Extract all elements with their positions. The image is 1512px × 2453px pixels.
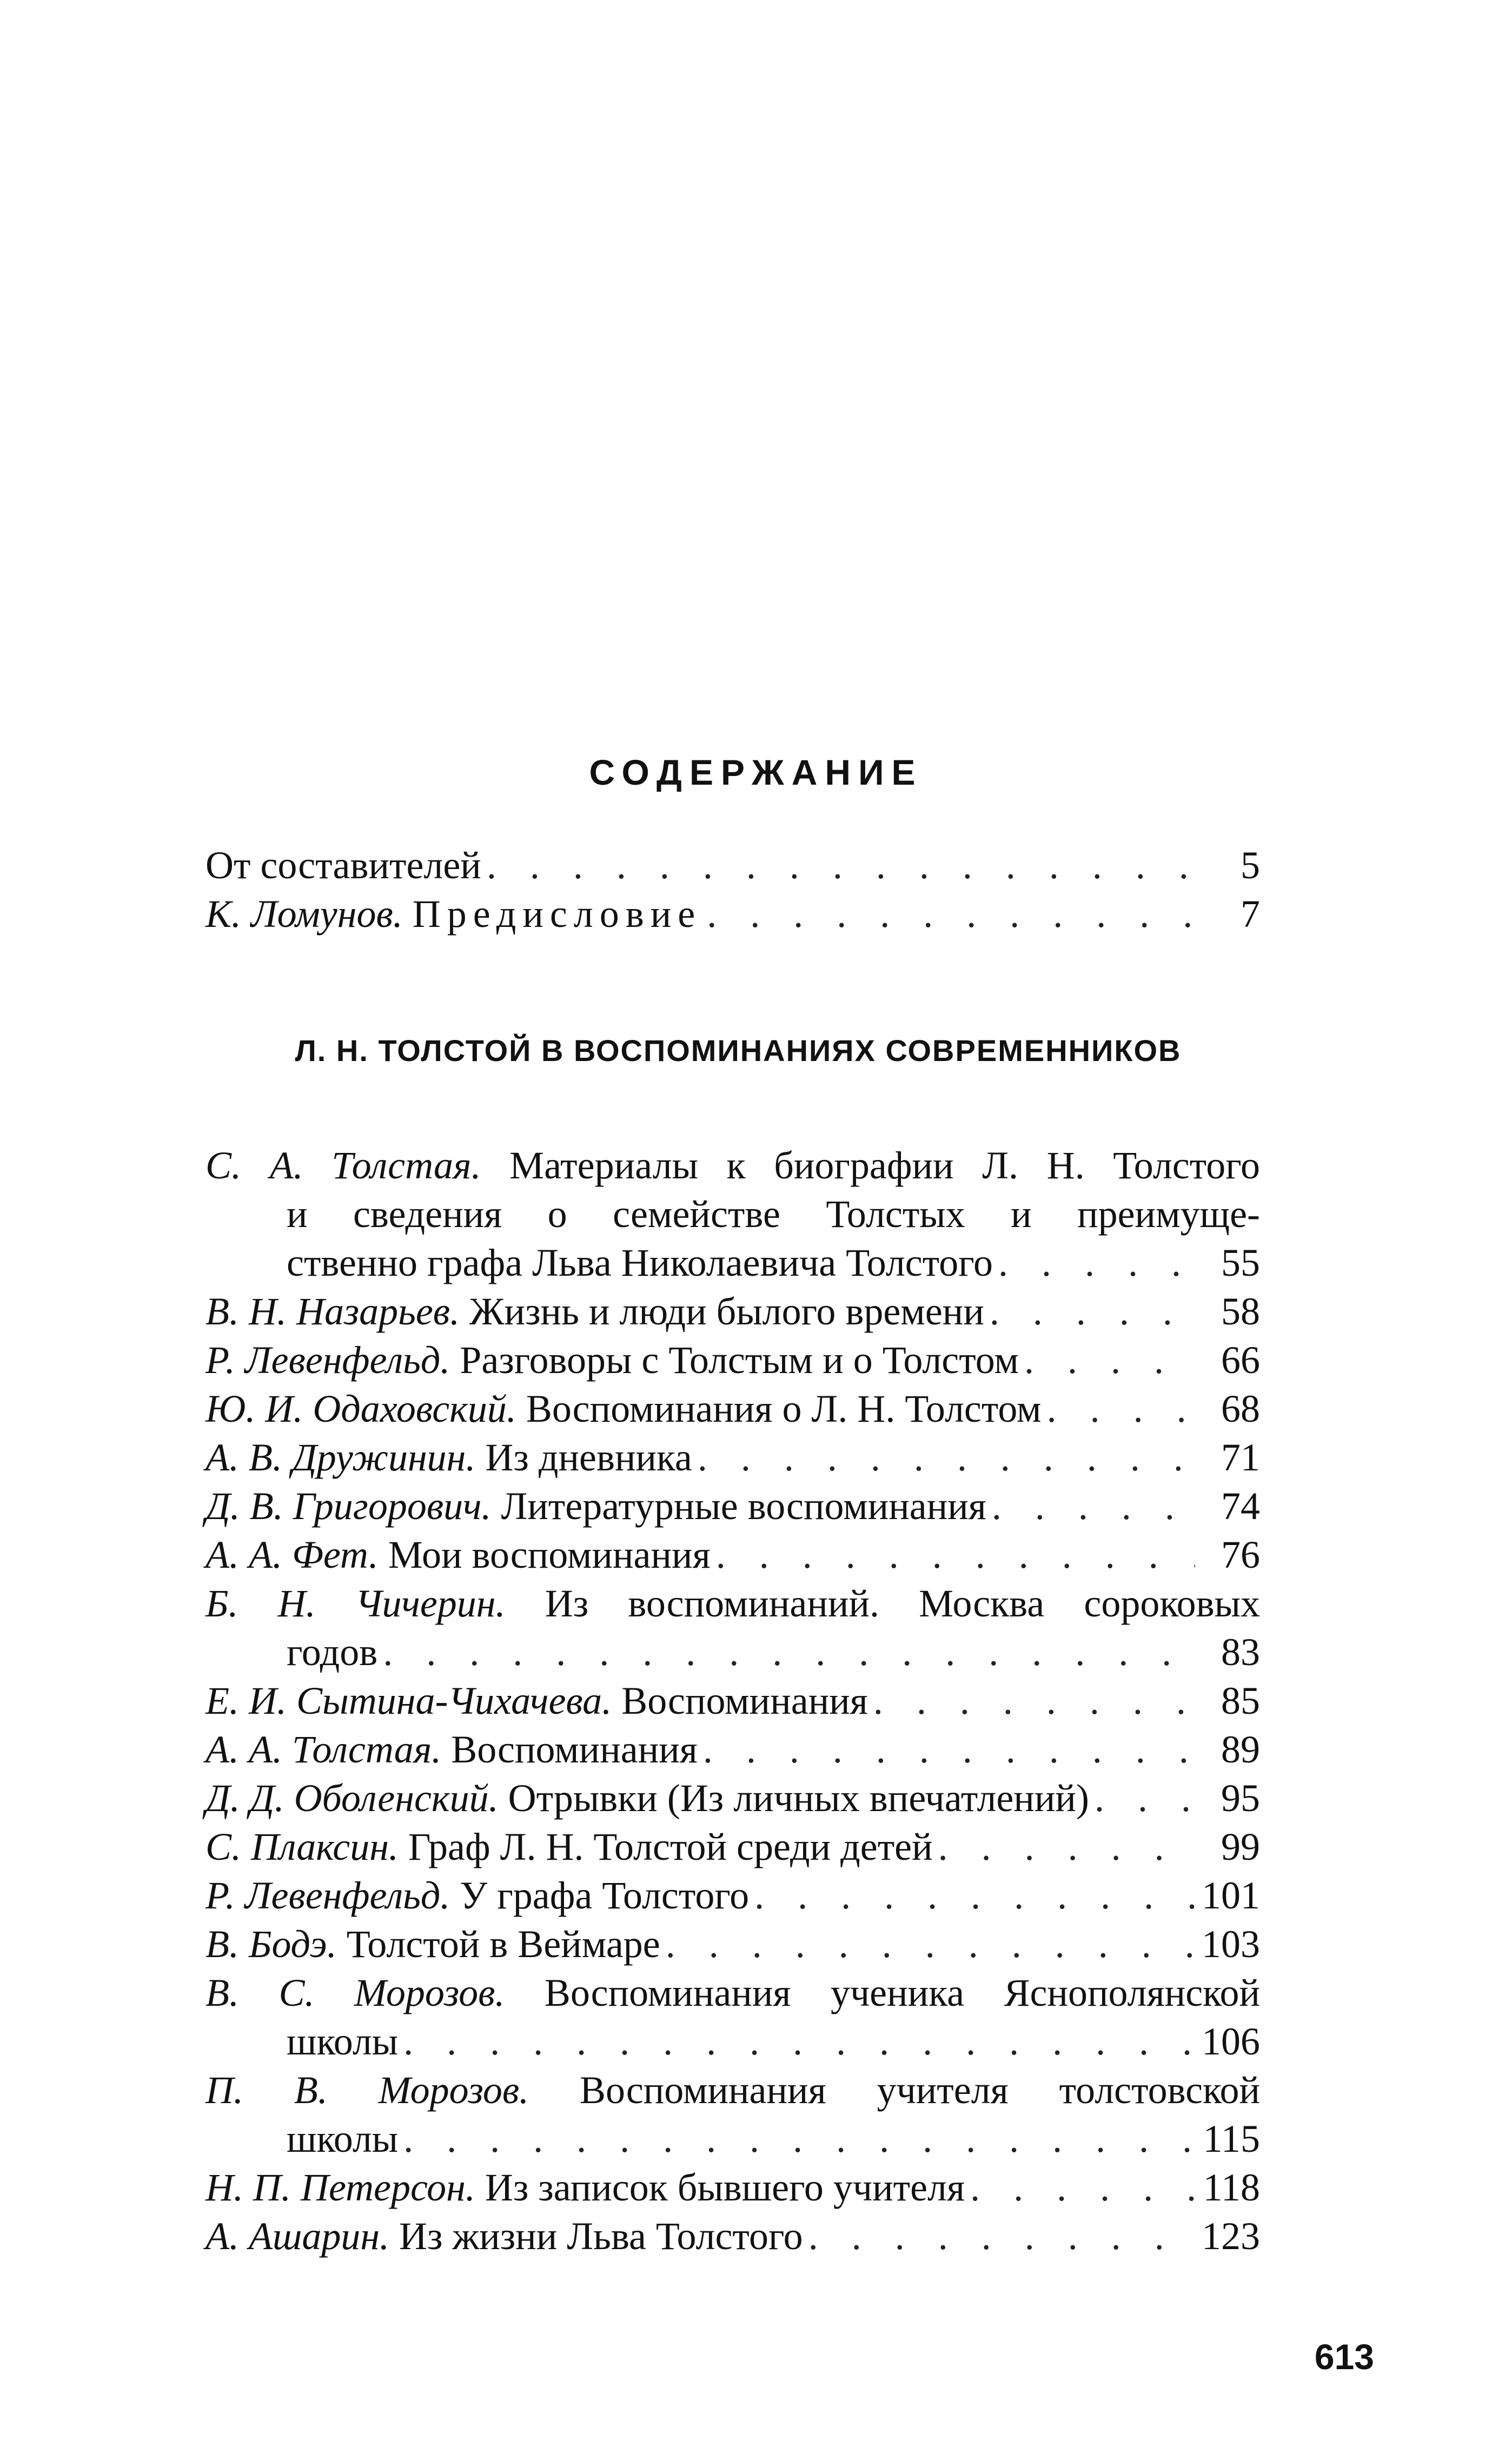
entry-page: 68: [1221, 1387, 1260, 1430]
page-number: 613: [1314, 2337, 1374, 2377]
entry-page: 55: [1221, 1241, 1260, 1284]
entry-title-line: Воспоминания учителя толстовской: [580, 2069, 1260, 2112]
dot-leader: [1024, 1336, 1195, 1384]
page-title: СОДЕРЖАНИЕ: [589, 752, 923, 792]
toc-entry[interactable]: [205, 1676, 1260, 1725]
dot-leader: [666, 1920, 1195, 1968]
entry-page: 95: [1221, 1776, 1260, 1820]
toc-entry[interactable]: [205, 1968, 1260, 2066]
entry-author: В. Н. Назарьев.: [205, 1290, 460, 1333]
dot-leader: [716, 1530, 1195, 1579]
entry-page: 99: [1221, 1825, 1260, 1868]
entry-title: Из жизни Льва Толстого: [399, 2215, 803, 2258]
entry-title: Воспоминания о Л. Н. Толстом: [526, 1387, 1042, 1430]
entry-page: 58: [1221, 1290, 1260, 1333]
entry-title-line: Воспоминания ученика Яснополянской: [544, 1971, 1261, 2014]
toc-entry[interactable]: [205, 2212, 1260, 2260]
entry-author: А. Ашарин.: [205, 2215, 390, 2258]
entry-author: Б. Н. Чичерин.: [205, 1582, 506, 1625]
entry-title-line: и сведения о семействе Толстых и преимуще-: [287, 1192, 1260, 1236]
toc-entry[interactable]: [205, 1287, 1260, 1336]
dot-leader: [698, 1433, 1195, 1482]
dot-leader: [808, 2212, 1195, 2260]
toc-entry[interactable]: [205, 1871, 1260, 1920]
entry-author: Н. П. Петерсон.: [205, 2166, 475, 2209]
dot-leader: [383, 1628, 1195, 1676]
entry-title: Из записок бывшего учителя: [485, 2166, 965, 2209]
toc-entry[interactable]: [205, 890, 1260, 938]
entry-page: 101: [1202, 1874, 1260, 1917]
entry-author: С. А. Толстая.: [205, 1144, 481, 1187]
entry-author: Е. И. Сытина-Чихачева.: [205, 1679, 612, 1722]
entry-page: 7: [1241, 892, 1260, 936]
dot-leader: [1095, 1774, 1195, 1822]
toc-entry[interactable]: [205, 1482, 1260, 1530]
entry-author: В. С. Морозов.: [205, 1971, 505, 2014]
entry-page: 66: [1221, 1338, 1260, 1382]
entry-page: 123: [1202, 2215, 1260, 2258]
entry-author: Р. Левенфельд.: [205, 1338, 450, 1382]
entry-page: 76: [1221, 1533, 1260, 1576]
entry-page: 115: [1203, 2117, 1260, 2160]
dot-leader: [873, 1676, 1195, 1725]
intro-list: [205, 841, 1260, 938]
entry-page: 71: [1221, 1436, 1260, 1479]
toc-entry[interactable]: [205, 1336, 1260, 1384]
entry-title: Литературные воспоминания: [501, 1484, 986, 1528]
entry-author: К. Ломунов.: [205, 892, 403, 936]
entry-title-line: Материалы к биографии Л. Н. Толстого: [509, 1144, 1260, 1187]
toc-entry[interactable]: [205, 2163, 1260, 2212]
dot-leader: [754, 1871, 1195, 1920]
toc-entry[interactable]: [205, 841, 1260, 890]
dot-leader: [990, 1287, 1195, 1336]
toc-list: [205, 1141, 1260, 2260]
entry-page: 106: [1202, 2020, 1260, 2063]
dot-leader: [938, 1822, 1195, 1871]
entry-page: 85: [1221, 1679, 1260, 1722]
entry-page: 103: [1202, 1922, 1260, 1966]
dot-leader: [998, 1238, 1195, 1287]
entry-title: школы: [287, 2117, 399, 2160]
entry-title: Воспоминания: [621, 1679, 868, 1722]
entry-page: 89: [1221, 1728, 1260, 1771]
toc-entry[interactable]: [205, 1579, 1260, 1676]
entry-author: Д. В. Григорович.: [205, 1484, 492, 1528]
toc-entry[interactable]: [205, 1822, 1260, 1871]
entry-author: А. В. Дружинин.: [205, 1436, 476, 1479]
entry-title: Мои воспоминания: [388, 1533, 711, 1576]
entry-author: С. Плаксин.: [205, 1825, 399, 1868]
entry-title: Толстой в Веймаре: [346, 1922, 660, 1966]
dot-leader: [707, 890, 1195, 938]
dot-leader: [487, 841, 1195, 890]
dot-leader: [703, 1725, 1195, 1774]
entry-title: От составителей: [205, 844, 481, 887]
toc-entry[interactable]: [205, 1774, 1260, 1822]
entry-title: Из дневника: [485, 1436, 692, 1479]
toc-entry[interactable]: [205, 1725, 1260, 1774]
toc-entry[interactable]: [205, 1920, 1260, 1968]
entry-title: ственно графа Льва Николаевича Толстого: [287, 1241, 993, 1284]
section-heading: Л. Н. ТОЛСТОЙ В ВОСПОМИНАНИЯХ СОВРЕМЕННИКОВ: [295, 1033, 1182, 1068]
entry-title: Жизнь и люди былого времени: [469, 1290, 984, 1333]
toc-entry[interactable]: [205, 1141, 1260, 1287]
dot-leader: [1047, 1384, 1195, 1433]
entry-page: 83: [1221, 1630, 1260, 1674]
entry-author: Д. Д. Оболенский.: [205, 1776, 499, 1820]
dot-leader: [403, 2114, 1195, 2163]
entry-author: П. В. Морозов.: [205, 2069, 529, 2112]
entry-author: А. А. Толстая.: [205, 1728, 442, 1771]
toc-entry[interactable]: [205, 1433, 1260, 1482]
entry-title: Отрывки (Из личных впечатлений): [508, 1776, 1089, 1820]
entry-title: Разговоры с Толстым и о Толстом: [460, 1338, 1019, 1382]
entry-title: годов: [287, 1630, 378, 1674]
entry-author: В. Бодэ.: [205, 1922, 337, 1966]
entry-author: Р. Левенфельд.: [205, 1874, 450, 1917]
dot-leader: [403, 2017, 1195, 2066]
entry-title: школы: [287, 2020, 399, 2063]
entry-author: Ю. И. Одаховский.: [205, 1387, 516, 1430]
entry-title: Граф Л. Н. Толстой среди детей: [408, 1825, 933, 1868]
entry-author: А. А. Фет.: [205, 1533, 379, 1576]
entry-page: 5: [1241, 844, 1260, 887]
dot-leader: [992, 1482, 1195, 1530]
entry-title: У графа Толстого: [460, 1874, 750, 1917]
entry-title: Воспоминания: [451, 1728, 698, 1771]
entry-title-line: Из воспоминаний. Москва сороковых: [545, 1582, 1261, 1625]
entry-title: Предисловие: [412, 892, 702, 936]
entry-page: 118: [1203, 2166, 1260, 2209]
entry-page: 74: [1221, 1484, 1260, 1528]
dot-leader: [970, 2163, 1195, 2212]
toc-entry[interactable]: [205, 1384, 1260, 1433]
toc-entry[interactable]: [205, 2066, 1260, 2163]
toc-entry[interactable]: [205, 1530, 1260, 1579]
